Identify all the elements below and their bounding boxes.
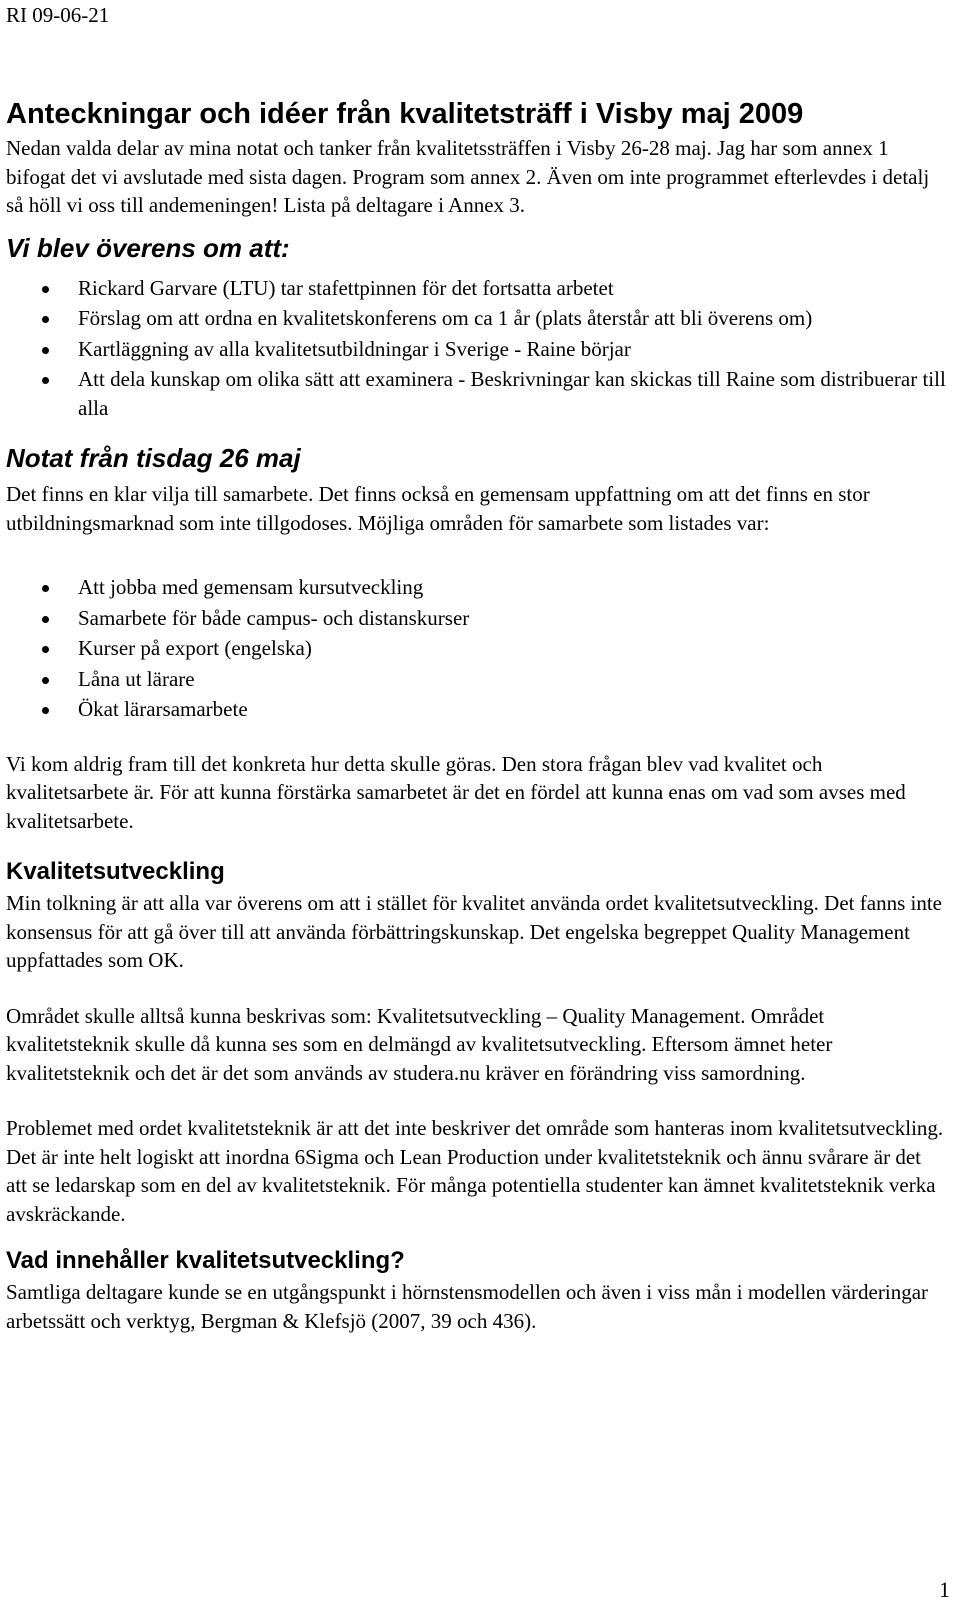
kvalitetsutveckling-paragraph: Problemet med ordet kvalitetsteknik är att det inte beskriver det område som hanteras inom kvalitetsutveckling. Det är inte helt logiskt att inordna 6Sigma och Lean Production under kvalitetsteknik och ännu svårare är det att se ledarskap som en del av kvalitetsteknik. För många potentiella studenter kan ämnet kvalitetsteknik verka avskräckande.: [6, 1116, 944, 1226]
contents-heading: Vad innehåller kvalitetsutveckling?: [6, 1247, 405, 1274]
bullet-icon: [42, 585, 49, 592]
list-item-text: Förslag om att ordna en kvalitetskonferens om ca 1 år (plats återstår att bli överens om): [78, 306, 813, 330]
tuesday-paragraph: Det finns en klar vilja till samarbete. Det finns också en gemensam uppfattning om att det finns en stor utbildningsmarknad som inte tillgodoses. Möjliga områden för samarbete som listades var:: [6, 482, 870, 535]
list-item: [6, 665, 946, 694]
document-id: RI 09-06-21: [6, 3, 110, 27]
bullet-icon: [42, 616, 49, 623]
intro-paragraph: Nedan valda delar av mina notat och tanker från kvalitetssträffen i Visby 26-28 maj. Jag har som annex 1 bifogat det vi avslutade med sista dagen. Program som annex 2. Även om inte programmet efterlevdes i detalj så höll vi oss till andemeningen! Lista på deltagare i Annex 3.: [6, 136, 930, 217]
bullet-icon: [42, 377, 49, 384]
tuesday-heading: Notat från tisdag 26 maj: [6, 443, 301, 473]
bullet-icon: [42, 316, 49, 323]
list-item-text: Kartläggning av alla kvalitetsutbildningar i Sverige - Raine börjar: [78, 336, 631, 361]
document-title: Anteckningar och idéer från kvalitetsträff i Visby maj 2009: [6, 98, 804, 130]
kvalitetsutveckling-heading: Kvalitetsutveckling: [6, 858, 225, 885]
list-item-text: Ökat lärarsamarbete: [78, 697, 248, 721]
list-item: [6, 365, 946, 422]
bullet-icon: [42, 646, 49, 653]
list-item: [6, 304, 946, 333]
list-item: [6, 634, 946, 663]
list-item-text: Rickard Garvare (LTU) tar stafettpinnen för det fortsatta arbetet: [78, 275, 614, 300]
bullet-icon: [42, 286, 49, 293]
bullet-icon: [42, 707, 49, 714]
contents-paragraph: Samtliga deltagare kunde se en utgångspunkt i hörnstensmodellen och även i viss mån i modellen värderingar arbetssätt och verktyg, Bergman & Klefsjö (2007, 39 och 436).: [6, 1280, 929, 1333]
agreed-list: [6, 274, 946, 423]
bullet-icon: [42, 347, 49, 354]
bullet-icon: [42, 677, 49, 684]
list-item: [6, 604, 946, 633]
list-item: [6, 335, 946, 364]
list-item-text: Samarbete för både campus- och distanskurser: [78, 605, 470, 630]
list-item-text: Att dela kunskap om olika sätt att examinera - Beskrivningar kan skickas till Raine som distribuerar till alla: [78, 367, 946, 420]
kvalitetsutveckling-paragraph: Området skulle alltså kunna beskrivas som: Kvalitetsutveckling – Quality Management. Området kvalitetsteknik skulle då kunna ses som en delmängd av kvalitetsutveckling. Eftersom ämnet heter kvalitetsteknik och det är det som används av studera.nu kräver en förändring viss samordning.: [6, 1003, 833, 1085]
list-item: [6, 274, 946, 303]
list-item-text: Låna ut lärare: [78, 666, 195, 691]
list-item: [6, 573, 946, 602]
agreed-heading: Vi blev överens om att:: [6, 232, 290, 263]
list-item-text: Kurser på export (engelska): [78, 636, 312, 660]
page-number: 1: [939, 1577, 950, 1602]
list-item: [6, 695, 946, 724]
document-body: [6, 96, 946, 1335]
kvalitetsutveckling-paragraph: Min tolkning är att alla var överens om att i stället för kvalitet använda ordet kvalitetsutveckling. Det fanns inte konsensus för att gå över till att använda förbättringskunskap. Det engelska begreppet Quality Management uppfattades som OK.: [6, 891, 942, 972]
tuesday-closing-paragraph: Vi kom aldrig fram till det konkreta hur detta skulle göras. Den stora frågan blev vad kvalitet och kvalitetsarbete är. För att kunna förstärka samarbetet är det en fördel att kunna enas om vad som avses med kvalitetsarbete.: [6, 751, 906, 833]
list-item-text: Att jobba med gemensam kursutveckling: [78, 575, 424, 599]
collaboration-list: [6, 573, 946, 724]
